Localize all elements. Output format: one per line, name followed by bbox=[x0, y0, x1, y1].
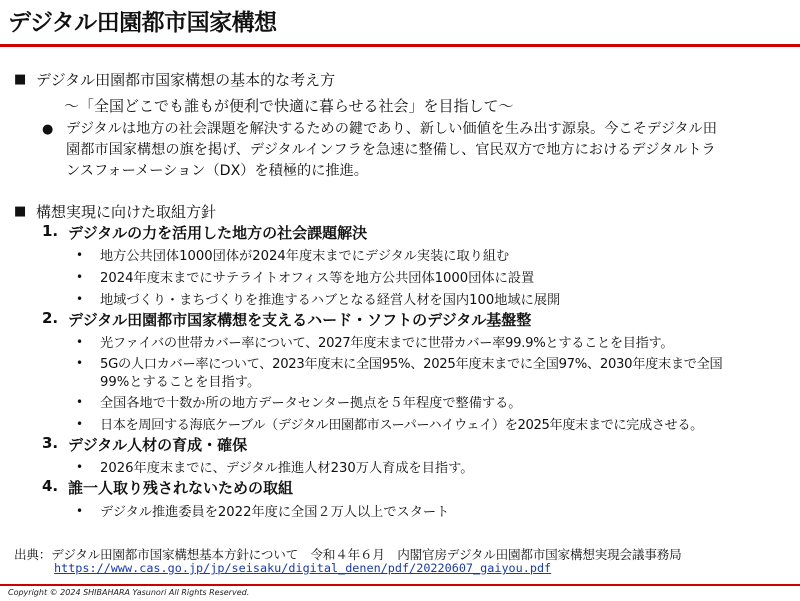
bullet-icon: • bbox=[76, 417, 84, 431]
list-item: デジタル推進委員を2022年度に全国２万人以上でスタート bbox=[100, 505, 450, 520]
paragraph-line: デジタルは地方の社会課題を解決するための鍵であり、新しい価値を生み出す源泉。今こそデジタル田 bbox=[66, 121, 717, 137]
footer-divider bbox=[0, 584, 800, 586]
section1-heading: デジタル田園都市国家構想の基本的な考え方 bbox=[36, 71, 336, 89]
copyright-notice: Copyright © 2024 SHIBAHARA Yasunori All Rights Reserved. bbox=[8, 588, 250, 597]
group-number: 4. bbox=[42, 477, 59, 495]
group-title: デジタル田園都市国家構想を支えるハード・ソフトのデジタル基盤整 bbox=[68, 311, 532, 329]
bullet-icon: • bbox=[76, 460, 84, 474]
paragraph-line: ンスフォーメーション（DX）を積極的に推進。 bbox=[66, 163, 368, 179]
bullet-icon: • bbox=[76, 335, 84, 349]
list-item: 日本を周回する海底ケーブル（デジタル田園都市スーパーハイウェイ）を2025年度末までに完成させる。 bbox=[100, 418, 703, 433]
list-item: 全国各地で十数か所の地方データセンター拠点を５年程度で整備する。 bbox=[100, 396, 522, 411]
group-title: デジタル人材の育成・確保 bbox=[68, 436, 248, 454]
paragraph-line: 園都市国家構想の旗を掲げ、デジタルインフラを急速に整備し、官民双方で地方におけるデジタルトラ bbox=[66, 142, 716, 158]
section1-subheading: 〜「全国どこでも誰もが便利で快適に暮らせる社会」を目指して〜 bbox=[64, 97, 514, 115]
source-citation: 出典：デジタル田園都市国家構想基本方針について 令和４年６月 内閣官房デジタル田園都市国家構想実現会議事務局 bbox=[14, 547, 682, 562]
title-divider bbox=[0, 44, 800, 47]
bullet-icon: • bbox=[76, 356, 84, 370]
section1-paragraph bbox=[66, 119, 796, 182]
group-title: 誰一人取り残されないための取組 bbox=[68, 479, 294, 497]
square-bullet-icon: ■ bbox=[14, 204, 27, 219]
list-item: 光ファイバの世帯カバー率について、2027年度末までに世帯カバー率99.9%とすることを目指す。 bbox=[100, 336, 674, 351]
bullet-icon: • bbox=[76, 504, 84, 518]
bullet-icon: • bbox=[76, 395, 84, 409]
group-number: 1. bbox=[42, 222, 59, 240]
bullet-icon: • bbox=[76, 248, 84, 262]
group-number: 2. bbox=[42, 309, 59, 327]
circle-bullet-icon: ● bbox=[42, 122, 54, 137]
list-item: 5Gの人口カバー率について、2023年度末に全国95%、2025年度末までに全国97%、2030年度末まで全国 bbox=[100, 357, 723, 372]
list-item: 2026年度末までに、デジタル推進人材230万人育成を目指す。 bbox=[100, 461, 474, 476]
list-item-continuation: 99%とすることを目指す。 bbox=[100, 375, 261, 390]
bullet-icon: • bbox=[76, 292, 84, 306]
group-number: 3. bbox=[42, 434, 59, 452]
list-item: 2024年度末までにサテライトオフィス等を地方公共団体1000団体に設置 bbox=[100, 271, 535, 286]
square-bullet-icon: ■ bbox=[14, 72, 27, 87]
bullet-icon: • bbox=[76, 270, 84, 284]
group-title: デジタルの力を活用した地方の社会課題解決 bbox=[68, 224, 368, 242]
list-item: 地方公共団体1000団体が2024年度末までにデジタル実装に取り組む bbox=[100, 249, 510, 264]
list-item: 地域づくり・まちづくりを推進するハブとなる経営人材を国内100地域に展開 bbox=[100, 293, 561, 308]
section2-heading: 構想実現に向けた取組方針 bbox=[36, 203, 217, 221]
page-title: デジタル田園都市国家構想 bbox=[8, 10, 277, 36]
source-link[interactable]: https://www.cas.go.jp/jp/seisaku/digital_denen/pdf/20220607_gaiyou.pdf bbox=[54, 561, 552, 575]
